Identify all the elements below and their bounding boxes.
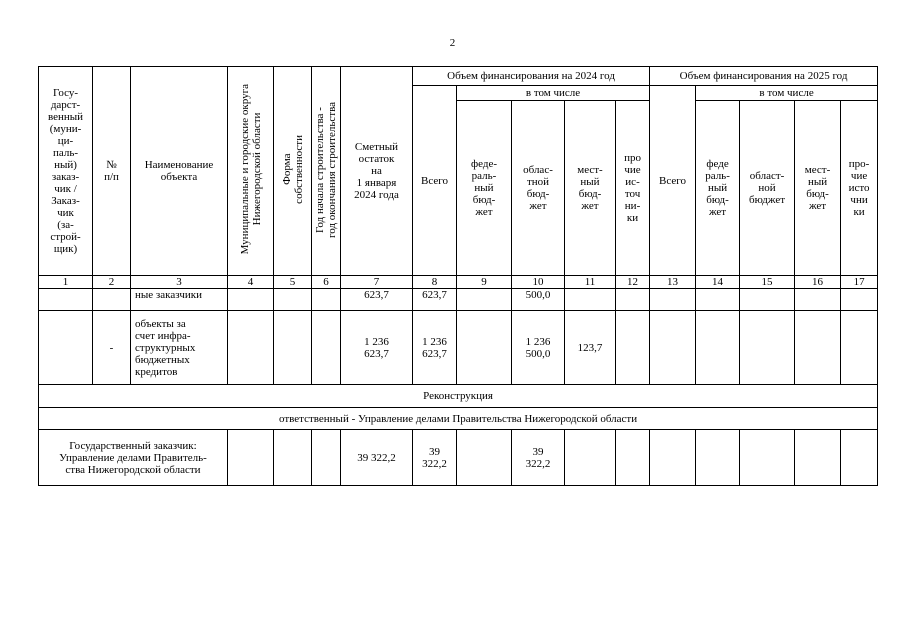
total-2024-cell: 623,7: [413, 289, 457, 311]
regional-2024-cell: 500,0: [512, 289, 565, 311]
column-number: 15: [740, 276, 795, 289]
table-row: [39, 430, 878, 486]
column-number: 5: [274, 276, 312, 289]
column-numbers-row: [39, 276, 878, 289]
column-number: 8: [413, 276, 457, 289]
header-construction-years: Год начала строительства - год окончания строительства: [312, 67, 341, 276]
header-districts: Муниципальные и городские округа Нижегородской области: [228, 67, 274, 276]
column-number: 2: [93, 276, 131, 289]
header-financing-2024: Объем финансирования на 2024 год: [413, 67, 650, 86]
header-regional-2024: облас- тной бюд- жет: [512, 101, 565, 276]
object-name-cell: объекты за счет инфра- структурных бюджетных кредитов: [131, 311, 228, 385]
column-number: 14: [696, 276, 740, 289]
local-2024-cell: 123,7: [565, 311, 616, 385]
customer-cell: Государственный заказчик: Управление делами Правитель- ства Нижегородской области: [39, 430, 228, 486]
object-name-cell: ные заказчики: [131, 289, 228, 311]
header-total-2025: Всего: [650, 86, 696, 276]
responsible-row: ответственный - Управление делами Правительства Нижегородской области: [39, 408, 878, 430]
header-federal-2025: феде раль- ный бюд- жет: [696, 101, 740, 276]
header-total-2024: Всего: [413, 86, 457, 276]
financing-table: [38, 66, 878, 486]
header-local-2025: мест- ный бюд- жет: [795, 101, 841, 276]
table-row: [39, 311, 878, 385]
column-number: 1: [39, 276, 93, 289]
section-title: Реконструкция: [39, 385, 878, 408]
table-row: [39, 289, 878, 311]
header-object-name: Наименование объекта: [131, 67, 228, 276]
column-number: 3: [131, 276, 228, 289]
header-regional-2025: област- ной бюджет: [740, 101, 795, 276]
column-number: 17: [841, 276, 878, 289]
header-including-2024: в том числе: [457, 86, 650, 101]
total-2024-cell: 39 322,2: [413, 430, 457, 486]
regional-2024-cell: 39 322,2: [512, 430, 565, 486]
estimate-cell: 623,7: [341, 289, 413, 311]
row-number-cell: -: [93, 311, 131, 385]
header-estimate-balance: Сметный остаток на 1 января 2024 года: [341, 67, 413, 276]
column-number: 11: [565, 276, 616, 289]
header-other-2024: про чие ис- точ ни- ки: [616, 101, 650, 276]
header-number: № п/п: [93, 67, 131, 276]
header-financing-2025: Объем финансирования на 2025 год: [650, 67, 878, 86]
column-number: 4: [228, 276, 274, 289]
page-number: 2: [449, 37, 456, 49]
header-including-2025: в том числе: [696, 86, 878, 101]
column-number: 12: [616, 276, 650, 289]
column-number: 13: [650, 276, 696, 289]
column-number: 10: [512, 276, 565, 289]
estimate-cell: 39 322,2: [341, 430, 413, 486]
estimate-cell: 1 236 623,7: [341, 311, 413, 385]
header-local-2024: мест- ный бюд- жет: [565, 101, 616, 276]
header-federal-2024: феде- раль- ный бюд- жет: [457, 101, 512, 276]
regional-2024-cell: 1 236 500,0: [512, 311, 565, 385]
header-other-2025: про- чие исто чни ки: [841, 101, 878, 276]
total-2024-cell: 1 236 623,7: [413, 311, 457, 385]
header-ownership-form: Форма собственности: [274, 67, 312, 276]
column-number: 6: [312, 276, 341, 289]
column-number: 16: [795, 276, 841, 289]
column-number: 9: [457, 276, 512, 289]
header-customer: Госу- дарст- венный (муни- ци- паль- ный) заказ- чик / Заказ- чик (за- строй- щик): [39, 67, 93, 276]
column-number: 7: [341, 276, 413, 289]
